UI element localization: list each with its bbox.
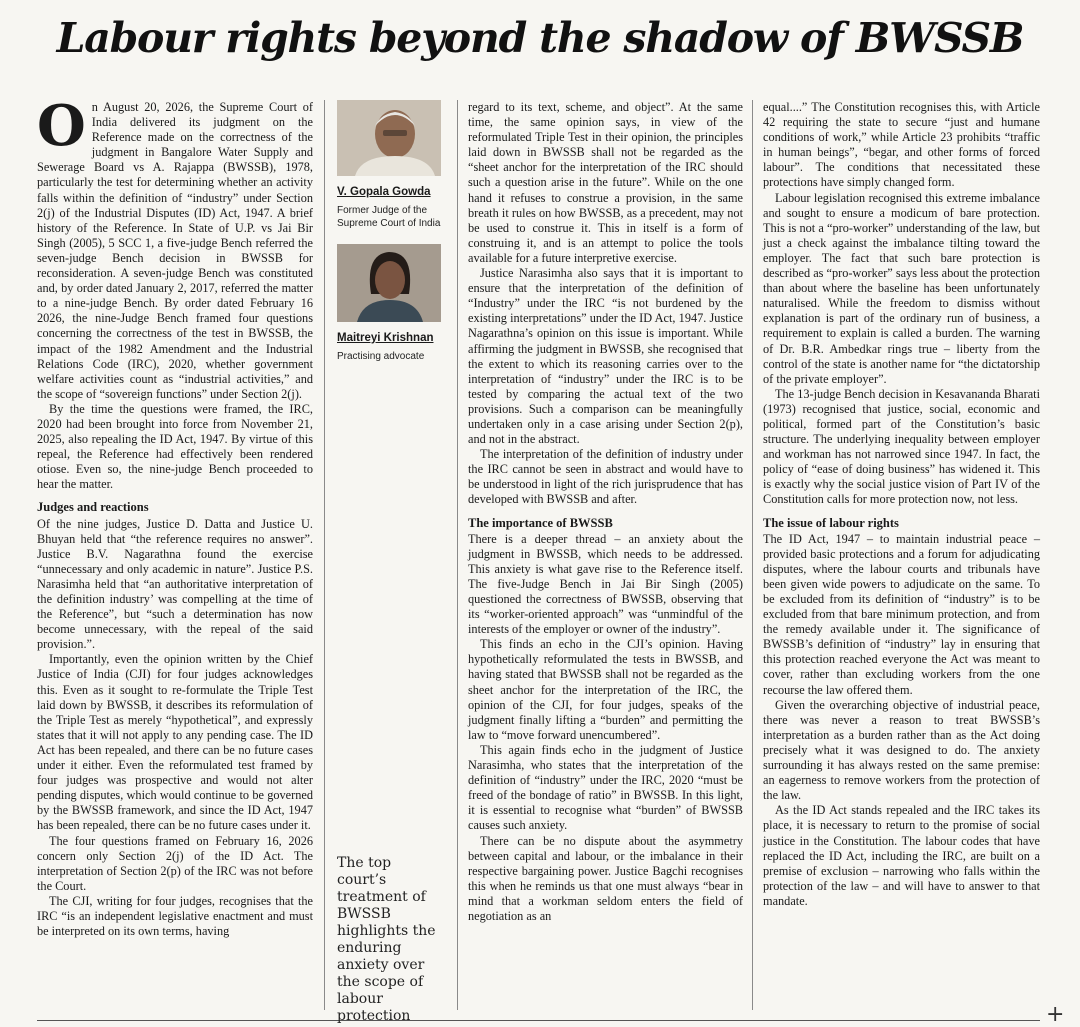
column-rule-2	[457, 100, 458, 1010]
author-column	[337, 100, 449, 363]
subheading: The issue of labour rights	[763, 515, 899, 530]
paragraph: As the ID Act stands repealed and the IRC takes its place, it is necessary to return to the promise of social justice in the Constitution. The labour codes that have replaced the ID Act, including the IRC, are built on a premise of exclusion – narrowing who falls within the protection of the law – and will have to answer to that mandate.	[763, 803, 1040, 908]
paragraph: There is a deeper thread – an anxiety about the judgment in BWSSB, which needs to be addressed. This anxiety is what gave rise to the Reference itself. The five-Judge Bench in Jai Bir Singh (2005) questioned the correctness of BWSSB, observing that its “worker-oriented approach” was “unmindful of the interests of the employer or owner of the industry”.	[468, 531, 743, 637]
paragraph: There can be no dispute about the asymmetry between capital and labour, or the imbalance in their respective bargaining power. Justice Bagchi recognises this when he reminds us that one must always “bear in mind that a workman seldom enters the field of negotiation as an	[468, 833, 743, 923]
column-rule-3	[752, 100, 753, 1010]
paragraph: This finds an echo in the CJI’s opinion. Having hypothetically reformulated the tests in BWSSB, and having stated that BWSSB shall not be regarded as the sheet anchor for the interpretation of the IRC, the opinion of the CJI, for four judges, speaks of the judgment finally lifting a “burden” and permitting the law to “move forward unencumbered”.	[468, 637, 743, 742]
subheading: Judges and reactions	[37, 500, 149, 515]
subheading: The importance of BWSSB	[468, 515, 613, 530]
headline: Labour rights beyond the shadow of BWSSB	[56, 14, 1024, 62]
paragraph: This again finds echo in the judgment of Justice Narasimha, who states that the interpretation of the definition of “industry” under the IRC, 2020 “must be freed of the bondage of ratio” in BWSSB. In this light, it is essential to recognise what “burden” of BWSSB causes such anxiety.	[468, 742, 743, 833]
paragraph: Labour legislation recognised this extreme imbalance and sought to ensure a modicum of bare protection. This is not a “pro-worker” understanding of the law, but just a check against the imbalance tilting toward the employer. The fact that such bare protection is described as “pro-worker” says less about the protection than about where the baseline has been unfortunately naturalised. While the freedom to dismiss without explanation is part of the ordinary run of business, a requirement to explain is called a burden. The warning of Dr. B.R. Ambedkar rings true – liberty from the control of the state is another name for “the dictatorship of the private employer”.	[763, 190, 1040, 386]
article-column-1	[37, 93, 313, 939]
paragraph: Importantly, even the opinion written by the Chief Justice of India (CJI) for four judges acknowledges this. Even as it sought to re-formulate the Triple Test laid down by BWSSB, it describes its reformulation of the Triple Test as merely “hypothetical”, and expressly states that it will not apply to any pending case. The ID Act has been repealed, and there can be no future cases under it either. Even the reformulated test framed by four judges was prospective and would not alter pending disputes, which would continue to be governed by the BWSSB framework, and since the ID Act, 1947 has been repealed, there can be no future cases under it.	[37, 652, 313, 833]
paragraph: Of the nine judges, Justice D. Datta and Justice U. Bhuyan held that “the reference requires no answer”. Justice B.V. Nagarathna found the exercise “unnecessary and only academic in nature”. Justice P.S. Narasimha held that “an authoritative interpretation of the definition industry’ was compelling at the time of the Reference”, but “such a determination has now become unnecessary, with the repeal of the said provision.”.	[37, 516, 313, 652]
paragraph: The four questions framed on February 16, 2026 concern only Section 2(j) of the ID Act. The interpretation of Section 2(p) of the IRC was not before the Court.	[37, 833, 313, 893]
author-photo-gowda	[337, 100, 441, 176]
paragraph: equal....” The Constitution recognises this, with Article 42 requiring the state to secure “just and humane conditions of work,” while Article 23 prohibits “traffic in human beings”, “begar, and other forms of forced labour”. The conditions that necessitated these protections have simply changed form.	[763, 100, 1040, 190]
column-rule-1	[324, 100, 325, 1010]
article-column-3	[468, 100, 743, 924]
pull-quote: The top court’s treatment of BWSSB highlights the enduring anxiety over the scope of labour protection	[337, 855, 436, 1024]
author-name: Maitreyi Krishnan	[337, 332, 434, 344]
drop-cap: O	[37, 93, 86, 159]
paragraph: Given the overarching objective of industrial peace, there was never a reason to treat BWSSB’s interpretation as a burden rather than as the Act doing precisely what it was designed to do. The anxiety surrounding it has always rested on the same premise: an eagerness to remove workers from the protection of the law.	[763, 697, 1040, 803]
paragraph: By the time the questions were framed, the IRC, 2020 had been brought into force from November 21, 2025, also repealing the ID Act, 1947. By virtue of this repeal, the Reference had effectively been rendered otiose. Even so, the nine-judge Bench proceeded to hear the matter.	[37, 401, 313, 492]
article-column-4	[763, 100, 1040, 909]
plus-icon: +	[1046, 1002, 1065, 1027]
paragraph: The 13-judge Bench decision in Kesavananda Bharati (1973) recognised that justice, social, economic and political, formed part of the Constitution’s basic structure. The underlying inequality between employer and workman has not narrowed since 1947. In fact, the policy of “ease of doing business” has widened it. This is exactly why the social justice vision of Part IV of the Constitution calls for more protection now, not less.	[763, 386, 1040, 507]
author-name: V. Gopala Gowda	[337, 186, 431, 198]
author-photo-krishnan	[337, 244, 441, 322]
paragraph: The ID Act, 1947 – to maintain industrial peace – provided basic protections and a forum for adjudicating disputes, where the labour courts and tribunals have been given wide powers to adjudicate on the same. To be excluded from its definition of “industry” is to be excluded from that bare minimum protection, and from the remedy available under it. The significance of BWSSB’s definition of “industry” lay in ensuring that this protection reached everyone the Act was meant to cover, rather than excluding workers from the one recourse the law offered them.	[763, 531, 1040, 697]
lead-paragraph: On August 20, 2026, the Supreme Court of India delivered its judgment on the Reference made on the correctness of the judgment in Bangalore Water Supply and Sewerage Board vs A. Rajappa (BWSSB), 1978, particularly the test for determining whether an activity falls within the definition of “industry” under Section 2(j) of the Industrial Disputes (ID) Act, 1947. A brief history of the Reference. In State of U.P. vs Jai Bir Singh (2005), 5 SCC 1, a five-judge Bench referred the seven-judge Bench decision in BWSSB for reconsideration. A seven-judge Bench was constituted and, by order dated January 2, 2017, referred the matter to a nine-judge Bench. By order dated February 16 2026, the nine-Judge Bench framed four questions concerning the correctness of the test in BWSSB, the impact of the 1982 Amendment and the Industrial Relations Code (IRC), 2020, whether government welfare activities count as “industrial activities,” and the scope of “sovereign functions” under Section 2(j).	[37, 93, 313, 401]
paragraph: The interpretation of the definition of industry under the IRC cannot be seen in abstract and would have to be understood in light of the rich jurisprudence that has developed with BWSSB and after.	[468, 447, 743, 507]
paragraph: Justice Narasimha also says that it is important to ensure that the interpretation of the definition of “Industry” under the IRC “is not burdened by the existing interpretations” under the ID Act, 1947. Justice Nagarathna’s opinion on this issue is important. While affirming the judgment in BWSSB, she recognised that the extent to which its reasoning carries over to the interpretation of “industry” under the IRC is to be tested by comparing the actual text of the two provisions. Such a comparison can be meaningfully undertaken only in a case arising under Section 2(p), and not in the abstract.	[468, 266, 743, 447]
paragraph: The CJI, writing for four judges, recognises that the IRC “is an independent legislative enactment and must be interpreted on its own terms, having	[37, 893, 313, 939]
paragraph: regard to its text, scheme, and object”. At the same time, the same opinion says, in view of the reformulated Triple Test in their opinion, the principles laid down in BWSSB shall not be regarded as the “sheet anchor for the interpretation of the IRC should such a question arise in the future”. While on the one hand it refuses to construe a provision, in the same breath it rules on how BWSSB, as a precedent, may not be used to construe it. This in itself is a form of construing it, and is an attempt to police the tools available for a future interpretive exercise.	[468, 100, 743, 265]
author-role: Former Judge of the Supreme Court of India	[337, 205, 441, 229]
author-role: Practising advocate	[337, 351, 425, 362]
bottom-rule	[37, 1020, 1040, 1021]
